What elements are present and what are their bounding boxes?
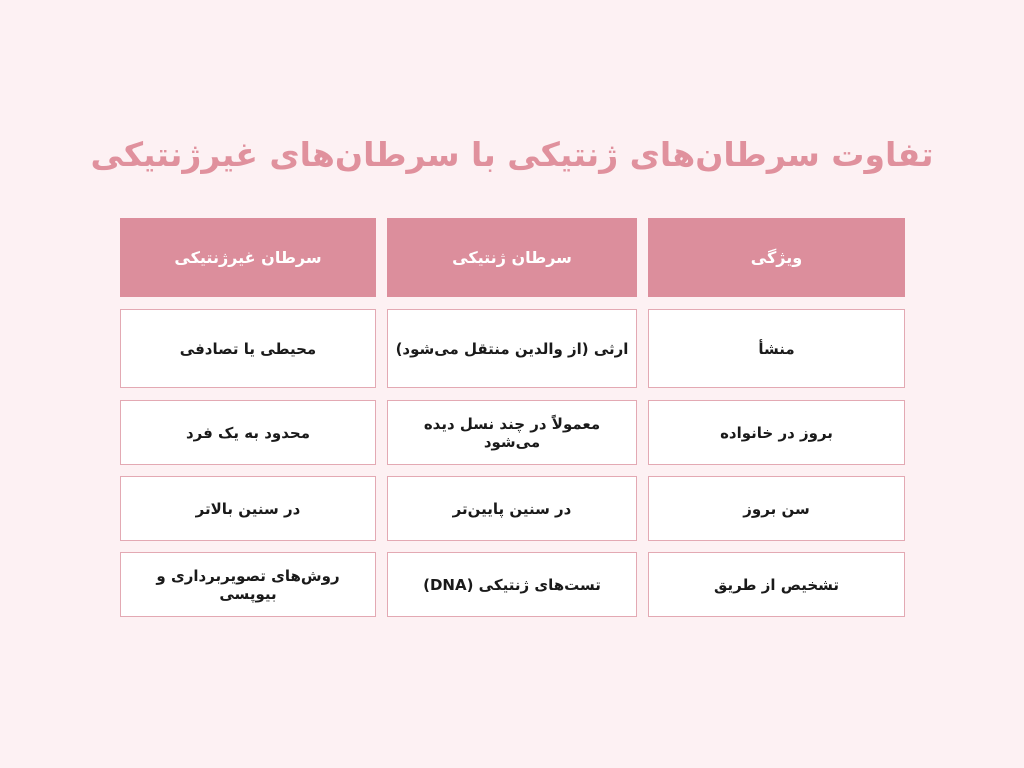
cell-non-genetic: محیطی یا تصادفی [120,309,376,388]
table-header-row [120,218,905,297]
table-row [120,400,905,465]
cell-non-genetic: محدود به یک فرد [120,400,376,465]
table-row [120,476,905,541]
cell-genetic: معمولاً در چند نسل دیده می‌شود [387,400,637,465]
table-row [120,552,905,617]
cell-non-genetic: روش‌های تصویربرداری و بیوپسی [120,552,376,617]
cell-feature: تشخیص از طریق [648,552,905,617]
header-non-genetic-cancer: سرطان غیرژنتیکی [120,218,376,297]
cell-non-genetic: در سنین بالاتر [120,476,376,541]
cell-feature: سن بروز [648,476,905,541]
cell-genetic: ارثی (از والدین منتقل می‌شود) [387,309,637,388]
header-feature: ویژگی [648,218,905,297]
cell-feature: بروز در خانواده [648,400,905,465]
cell-feature: منشأ [648,309,905,388]
comparison-table [120,218,905,617]
table-row [120,309,905,388]
cell-genetic: تست‌های ژنتیکی (DNA) [387,552,637,617]
page-title: تفاوت سرطان‌های ژنتیکی با سرطان‌های غیرژنتیکی [90,135,934,174]
cell-genetic: در سنین پایین‌تر [387,476,637,541]
header-genetic-cancer: سرطان ژنتیکی [387,218,637,297]
